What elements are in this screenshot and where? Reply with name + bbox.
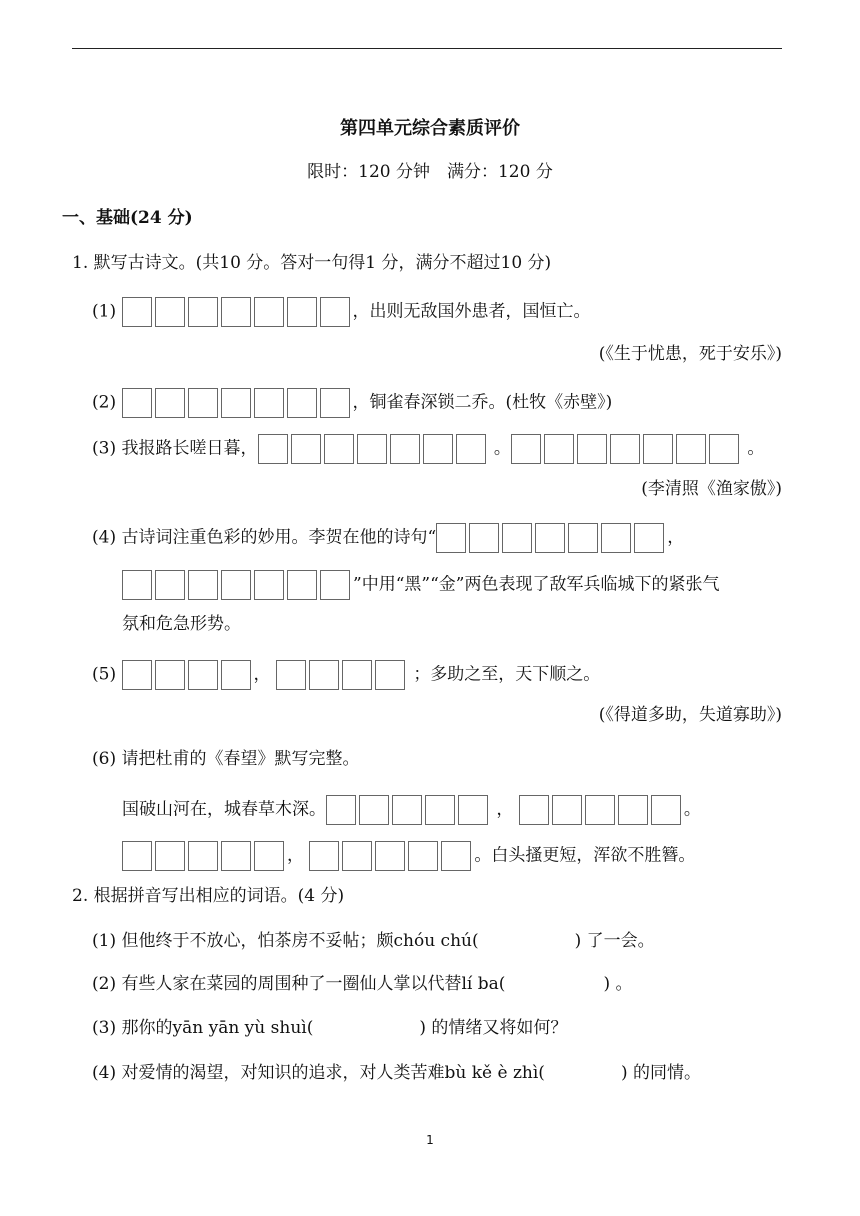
answer-box[interactable] <box>456 434 486 464</box>
answer-boxes[interactable] <box>326 795 491 825</box>
answer-box[interactable] <box>122 297 152 327</box>
answer-box[interactable] <box>392 795 422 825</box>
answer-box[interactable] <box>258 434 288 464</box>
q1-stem: 1. 默写古诗文。(共10 分。答对一句得1 分，满分不超过10 分) <box>72 253 552 273</box>
answer-box[interactable] <box>359 795 389 825</box>
item-text: ) 的情绪又将如何？ <box>419 1018 568 1038</box>
answer-box[interactable] <box>709 434 739 464</box>
answer-box[interactable] <box>342 660 372 690</box>
part-text: 古诗词注重色彩的妙用。李贺在他的诗句“ <box>121 527 437 548</box>
answer-box[interactable] <box>188 388 218 418</box>
answer-box[interactable] <box>254 297 284 327</box>
q1-part4-line3: 氛和危急形势。 <box>122 614 241 634</box>
answer-box[interactable] <box>634 523 664 553</box>
item-label: (2) <box>92 974 117 994</box>
page-number: 1 <box>426 1133 434 1147</box>
answer-box[interactable] <box>122 841 152 871</box>
answer-boxes[interactable] <box>276 660 408 690</box>
q1-part2 <box>92 388 612 418</box>
answer-box[interactable] <box>287 388 317 418</box>
item-text: ) 了一会。 <box>574 931 655 951</box>
part-text: 国破山河在，城春草木深。 <box>122 799 326 820</box>
answer-box[interactable] <box>188 660 218 690</box>
part-text: ，铜雀春深锁二乔。(杜牧《赤壁》) <box>352 392 613 413</box>
q1-part5 <box>92 660 600 690</box>
part-text: 我报路长嗟日暮， <box>121 438 258 459</box>
page-subtitle: 限时：120 分钟 满分：120 分 <box>307 162 553 182</box>
answer-boxes[interactable] <box>258 434 489 464</box>
answer-box[interactable] <box>122 570 152 600</box>
answer-box[interactable] <box>254 841 284 871</box>
page-title: 第四单元综合素质评价 <box>340 118 520 139</box>
part-label: (5) <box>92 664 117 685</box>
answer-box[interactable] <box>221 297 251 327</box>
q2-item <box>92 1016 567 1040</box>
answer-box[interactable] <box>552 795 582 825</box>
part-text: ；多助之至，天下顺之。 <box>413 664 601 685</box>
answer-box[interactable] <box>342 841 372 871</box>
answer-box[interactable] <box>324 434 354 464</box>
item-text: ) 。 <box>603 974 633 994</box>
answer-boxes[interactable] <box>122 660 254 690</box>
answer-box[interactable] <box>441 841 471 871</box>
q1-part1 <box>92 297 591 327</box>
answer-box[interactable] <box>568 523 598 553</box>
answer-boxes[interactable] <box>122 388 353 418</box>
answer-box[interactable] <box>309 660 339 690</box>
answer-box[interactable] <box>676 434 706 464</box>
answer-box[interactable] <box>458 795 488 825</box>
answer-box[interactable] <box>423 434 453 464</box>
answer-boxes[interactable] <box>122 297 353 327</box>
answer-box[interactable] <box>221 660 251 690</box>
answer-box[interactable] <box>188 297 218 327</box>
answer-boxes[interactable] <box>122 841 287 871</box>
answer-box[interactable] <box>375 841 405 871</box>
answer-box[interactable] <box>585 795 615 825</box>
part-label: (3) <box>92 438 117 459</box>
answer-box[interactable] <box>276 660 306 690</box>
q1-part3 <box>92 434 764 464</box>
answer-box[interactable] <box>544 434 574 464</box>
answer-box[interactable] <box>643 434 673 464</box>
answer-box[interactable] <box>326 795 356 825</box>
answer-box[interactable] <box>320 388 350 418</box>
answer-box[interactable] <box>254 570 284 600</box>
q1-part6-line2 <box>122 795 701 825</box>
punct: ， <box>287 845 304 866</box>
q1-part4-line2 <box>122 570 719 600</box>
item-label: (4) <box>92 1063 117 1083</box>
answer-boxes[interactable] <box>519 795 684 825</box>
answer-box[interactable] <box>320 570 350 600</box>
q1-part5-source: (《得道多助，失道寡助》) <box>598 705 782 725</box>
answer-box[interactable] <box>618 795 648 825</box>
item-label: (3) <box>92 1018 117 1038</box>
item-label: (1) <box>92 931 117 951</box>
answer-box[interactable] <box>610 434 640 464</box>
answer-box[interactable] <box>577 434 607 464</box>
answer-box[interactable] <box>511 434 541 464</box>
punct: ， <box>667 527 685 548</box>
punct: ， <box>253 664 271 685</box>
answer-box[interactable] <box>408 841 438 871</box>
answer-box[interactable] <box>221 841 251 871</box>
answer-box[interactable] <box>155 660 185 690</box>
answer-box[interactable] <box>287 297 317 327</box>
answer-box[interactable] <box>651 795 681 825</box>
q2-item <box>92 1061 701 1085</box>
answer-box[interactable] <box>535 523 565 553</box>
answer-boxes[interactable] <box>436 523 667 553</box>
answer-box[interactable] <box>375 660 405 690</box>
q1-part6-line3 <box>122 841 695 871</box>
answer-box[interactable] <box>155 297 185 327</box>
answer-box[interactable] <box>425 795 455 825</box>
section-heading: 一、基础(24 分) <box>62 208 193 228</box>
punct: 。 <box>747 438 765 459</box>
q1-part3-source: (李清照《渔家傲》) <box>641 479 782 499</box>
punct: 。 <box>683 799 701 820</box>
q2-item <box>92 972 632 996</box>
q1-part6 <box>92 747 360 771</box>
answer-box[interactable] <box>155 841 185 871</box>
answer-box[interactable] <box>122 660 152 690</box>
q2-item <box>92 929 655 953</box>
answer-box[interactable] <box>221 388 251 418</box>
part-label: (2) <box>92 392 117 413</box>
answer-box[interactable] <box>155 570 185 600</box>
answer-boxes[interactable] <box>122 570 353 600</box>
item-text: 那你的yān yān yù shuì( <box>121 1018 314 1038</box>
answer-box[interactable] <box>601 523 631 553</box>
part-text: 请把杜甫的《春望》默写完整。 <box>121 749 360 769</box>
item-text: ) 的同情。 <box>620 1063 701 1083</box>
punct: 。 <box>493 438 511 459</box>
q1-part1-source: (《生于忧患，死于安乐》) <box>598 344 782 364</box>
item-text: 有些人家在菜园的周围种了一圈仙人掌以代替lí ba( <box>121 974 506 994</box>
q2-stem: 2. 根据拼音写出相应的词语。(4 分) <box>72 886 345 906</box>
answer-box[interactable] <box>122 388 152 418</box>
answer-box[interactable] <box>357 434 387 464</box>
part-label: (1) <box>92 301 117 322</box>
answer-box[interactable] <box>155 388 185 418</box>
answer-box[interactable] <box>519 795 549 825</box>
answer-box[interactable] <box>309 841 339 871</box>
answer-boxes[interactable] <box>511 434 742 464</box>
answer-boxes[interactable] <box>309 841 474 871</box>
punct: ， <box>496 799 514 820</box>
header-rule <box>72 48 782 49</box>
item-text: 对爱情的渴望，对知识的追求，对人类苦难bù kě è zhì( <box>121 1063 545 1083</box>
answer-box[interactable] <box>221 570 251 600</box>
answer-box[interactable] <box>287 570 317 600</box>
answer-box[interactable] <box>502 523 532 553</box>
part-text: ”中用“黑”“金”两色表现了敌军兵临城下的紧张气 <box>353 574 720 595</box>
part-text: 。白头搔更短，浑欲不胜簪。 <box>474 845 696 866</box>
item-text: 但他终于不放心，怕茶房不妥帖；颇chóu chú( <box>121 931 479 951</box>
answer-box[interactable] <box>320 297 350 327</box>
answer-box[interactable] <box>436 523 466 553</box>
part-label: (4) <box>92 527 117 548</box>
q1-part4 <box>92 523 684 553</box>
part-text: ，出则无敌国外患者，国恒亡。 <box>352 301 591 322</box>
answer-box[interactable] <box>188 570 218 600</box>
answer-box[interactable] <box>291 434 321 464</box>
answer-box[interactable] <box>188 841 218 871</box>
answer-box[interactable] <box>469 523 499 553</box>
part-label: (6) <box>92 749 117 769</box>
answer-box[interactable] <box>254 388 284 418</box>
answer-box[interactable] <box>390 434 420 464</box>
